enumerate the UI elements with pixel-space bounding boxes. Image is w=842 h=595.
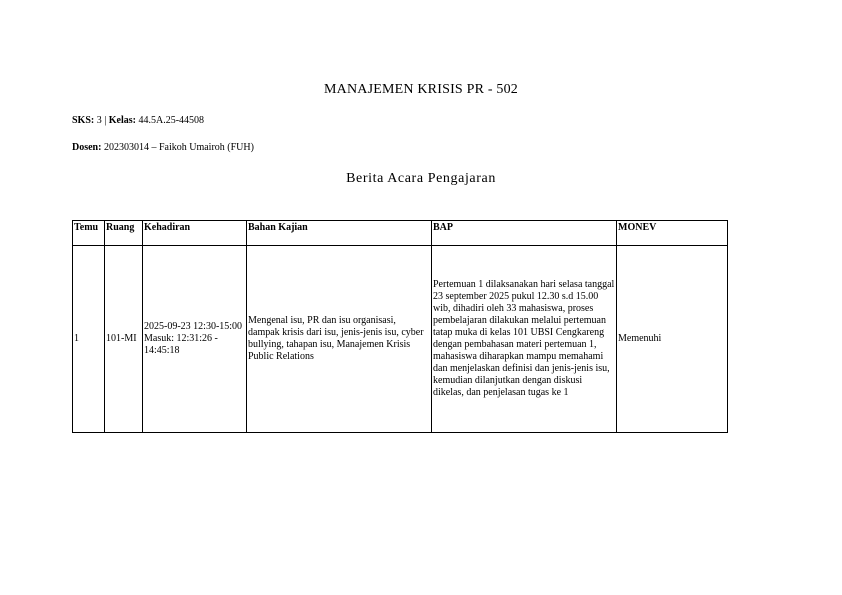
separator: | — [104, 115, 107, 126]
teaching-report-table — [72, 220, 728, 433]
kelas-value: 44.5A.25-44508 — [138, 115, 205, 126]
header-ruang: Ruang — [105, 221, 143, 246]
kehadiran-checkin: Masuk: 12:31:26 - 14:45:18 — [144, 333, 218, 356]
sks-label: SKS: — [72, 115, 95, 126]
lecturer-info-line — [72, 142, 254, 153]
cell-temu: 1 — [73, 246, 105, 433]
header-temu: Temu — [73, 221, 105, 246]
course-info-line — [72, 115, 204, 126]
cell-ruang: 101-MI — [105, 246, 143, 433]
dosen-value: 202303014 – Faikoh Umairoh (FUH) — [103, 142, 254, 153]
cell-kehadiran — [143, 246, 247, 433]
table-header-row — [73, 221, 728, 246]
cell-bap: Pertemuan 1 dilaksanakan hari selasa tanggal 23 september 2025 pukul 12.30 s.d 15.00 wib, dihadiri oleh 33 mahasiswa, proses pembelajaran dilakukan melalui pertemuan tatap muka di kelas 101 UBSI Cengkareng dengan pembahasan materi pertemuan 1, mahasiswa diharapkan mampu memahami dan menjelaskan definisi dan jenis-jenis isu, kemudian dilanjutkan dengan diskusi dikelas, dan penjelasan tugas ke 1 — [432, 246, 617, 433]
header-kehadiran: Kehadiran — [143, 221, 247, 246]
table-row — [73, 246, 728, 433]
header-monev: MONEV — [617, 221, 728, 246]
kelas-label: Kelas: — [108, 115, 136, 126]
cell-bahan-kajian: Mengenal isu, PR dan isu organisasi, dampak krisis dari isu, jenis-jenis isu, cyber bullying, tahapan isu, Manajemen Krisis Public Relations — [247, 246, 432, 433]
header-bap: BAP — [432, 221, 617, 246]
section-subtitle: Berita Acara Pengajaran — [346, 171, 496, 186]
sks-value: 3 — [96, 115, 102, 126]
kehadiran-schedule: 2025-09-23 12:30-15:00 — [144, 321, 243, 332]
cell-monev: Memenuhi — [617, 246, 728, 433]
document-title: MANAJEMEN KRISIS PR - 502 — [323, 82, 519, 97]
dosen-label: Dosen: — [72, 142, 102, 153]
header-bahan-kajian: Bahan Kajian — [247, 221, 432, 246]
